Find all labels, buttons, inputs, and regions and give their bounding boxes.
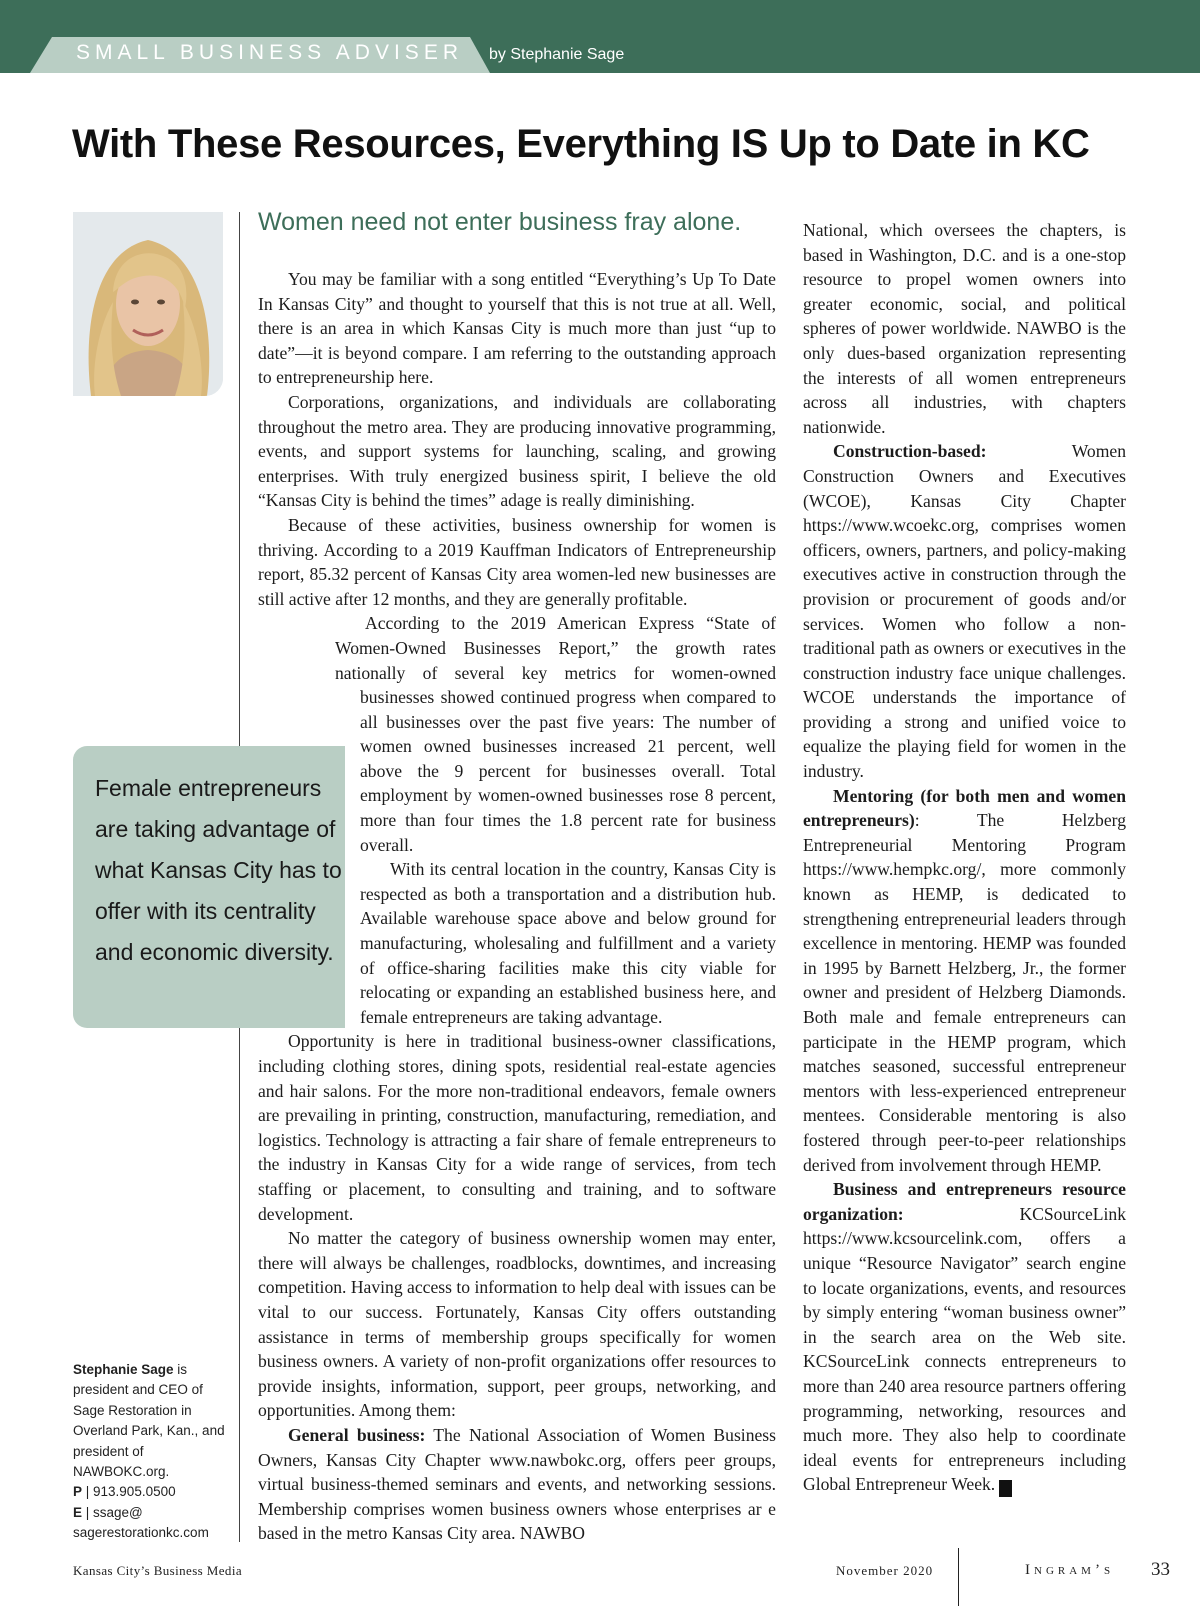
author-bio-text: is president and CEO of Sage Restoration in Overland Park, Kan., and president of NAWBOKC.org. (73, 1362, 225, 1480)
author-bio (73, 1360, 233, 1544)
paragraph: Because of these activities, business ownership for women is thriving. According to a 2019 Kauffman Indicators of Entrepreneurship report, 85.32 percent of Kansas City area women-led new businesses are still active after 12 months, and they are generally profitable. (258, 514, 776, 609)
footer-publisher: Kansas City’s Business Media (73, 1563, 243, 1578)
paragraph (803, 784, 1126, 1178)
paragraph-label: Business and entrepreneurs resource organization: (803, 1179, 1126, 1224)
paragraph-text: The National Association of Women Business Owners, Kansas City Chapter www.nawbokc.org, offers peer groups, virtual business-themed seminars and events, and networking sessions. Membership comprises women business owners whose enterprises ar e based in the metro Kansas City area. NAWBO (258, 1424, 776, 1544)
paragraph-text: Women Construction Owners and Executives (WCOE), Kansas City Chapter https://www.wcoekc.org, comprises women officers, owners, partners, and policy-making executives active in construction through the provision or procurement of goods and/or services. Women who follow a non-traditional path as owners or executives in the construction industry face unique challenges. WCOE understands the importance of providing a strong and unified voice to equalize the playing field for women in the industry. (803, 441, 1126, 782)
byline: by Stephanie Sage (489, 46, 625, 63)
paragraph (258, 1423, 776, 1546)
paragraph: Corporations, organizations, and individuals are collaborating throughout the metro area. They are producing innovative programming, events, and support systems for launching, scaling, and growing enterprises. With truly energized business spirit, I believe the old “Kansas City is behind the times” adage is really diminishing. (258, 391, 776, 511)
paragraph-text: : The Helzberg Entrepreneurial Mentoring Program https://www.hempkc.org/, more commonly known as HEMP, is dedicated to strengthening entrepreneurial leaders through excellence in mentoring. HEMP was founded in 1995 by Barnett Helzberg, Jr., the former owner and president of Helzberg Diamonds. Both male and female entrepreneurs can participate in the HEMP program, which matches seasoned, successful entrepreneur mentors with less-experienced entrepreneur mentees. Considerable mentoring is also fostered through peer-to-peer relationships derived from involvement through HEMP. (803, 810, 1126, 1175)
paragraph: National, which oversees the chapters, is based in Washington, D.C. and is a one-stop resource to propel women owners into greater economic, social, and political spheres of power worldwide. NAWBO is the only dues-based organization representing the interests of all women entrepreneurs across all industries, with chapters nationwide. (803, 220, 1126, 437)
section-label: SMALL BUSINESS ADVISER (76, 41, 463, 64)
end-of-article-mark: I (999, 1480, 1012, 1497)
article-column-2 (803, 218, 1126, 1497)
footer-magazine-name: Ingram’s (1025, 1562, 1115, 1578)
paragraph (803, 1177, 1126, 1497)
footer-date: November 2020 (836, 1563, 934, 1578)
email-label: E (73, 1504, 83, 1520)
paragraph: According to the 2019 American Express “State of Women-Owned Businesses Report,” the growth rates nationally of several key metrics for women-owned businesses showed continued progress when compared to all businesses over the past five years: The number of women owned businesses increased 21 percent, well above the 9 percent for businesses overall. Total employment by women-owned businesses rose 8 percent, more than four times the 1.8 percent rate for business overall. (335, 613, 776, 855)
author-name: Stephanie Sage (73, 1362, 174, 1377)
paragraph: Opportunity is here in traditional business-owner classifications, including clothing stores, dining spots, residential real-estate agencies and hair salons. For the more non-traditional endeavors, female owners are prevailing in printing, construction, manufacturing, remediation, and logistics. Technology is attracting a fair share of female entrepreneurs to the industry in Kansas City for a wide range of services, from tech staffing or placement, to consulting and training, and to software development. (258, 1031, 776, 1224)
article-headline: With These Resources, Everything IS Up to Date in KC (72, 122, 1090, 166)
author-phone: | 913.905.0500 (82, 1484, 176, 1500)
author-portrait-image (73, 212, 223, 396)
paragraph: No matter the category of business ownership women may enter, there will always be challenges, roadblocks, downtimes, and increasing competition. Having access to information to help deal with issues can be vital to our success. Fortunately, Kansas City offers outstanding assistance in terms of membership groups specifically for women business owners. A variety of non-profit organizations offer resources to provide insights, information, support, peer groups, networking, and opportunities. Among them: (258, 1228, 776, 1421)
paragraph (803, 439, 1126, 783)
paragraph-label: Mentoring (for both men and women entrepreneurs) (803, 785, 1126, 831)
author-photo (73, 212, 223, 396)
paragraph-label: General business: (288, 1424, 426, 1445)
paragraph: You may be familiar with a song entitled “Everything’s Up To Date In Kansas City” and thought to yourself that this is not true at all. Well, there is an area in which Kansas City is much more than just “up to date”—it is beyond compare. I am referring to the outstanding approach to entrepreneurship here. (258, 269, 776, 388)
article-deck: Women need not enter business fray alone. (258, 208, 742, 236)
author-email: | ssage@ sagerestorationkc.com (73, 1504, 209, 1541)
footer-divider (958, 1548, 959, 1606)
page-number: 33 (1151, 1559, 1170, 1580)
paragraph-text: KCSourceLink https://www.kcsourcelink.com, offers a unique “Resource Navigator” search engine to locate organizations, events, and resources by simply entering “woman business owner” in the search area on the Web site. KCSourceLink connects entrepreneurs to more than 240 area resource partners offering programming, networking, resources and much more. They also help to coordinate ideal events for entrepreneurs including Global Entrepreneur Week. (803, 1203, 1126, 1495)
pull-quote-wrap-space (258, 660, 335, 685)
paragraph: With its central location in the country, Kansas City is respected as both a transportation and a distribution hub. Available warehouse space above and below ground for manufacturing, wholesaling and fulfillment and a variety of office-sharing facilities make this city viable for relocating or expanding an established business here, and female entrepreneurs are taking advantage. (360, 859, 776, 1027)
pull-quote: Female entrepreneurs are taking advantage of what Kansas City has to offer with its centrality and economic diversity. (73, 746, 345, 1028)
phone-label: P (73, 1484, 83, 1500)
paragraph-label: Construction-based: (833, 441, 987, 462)
